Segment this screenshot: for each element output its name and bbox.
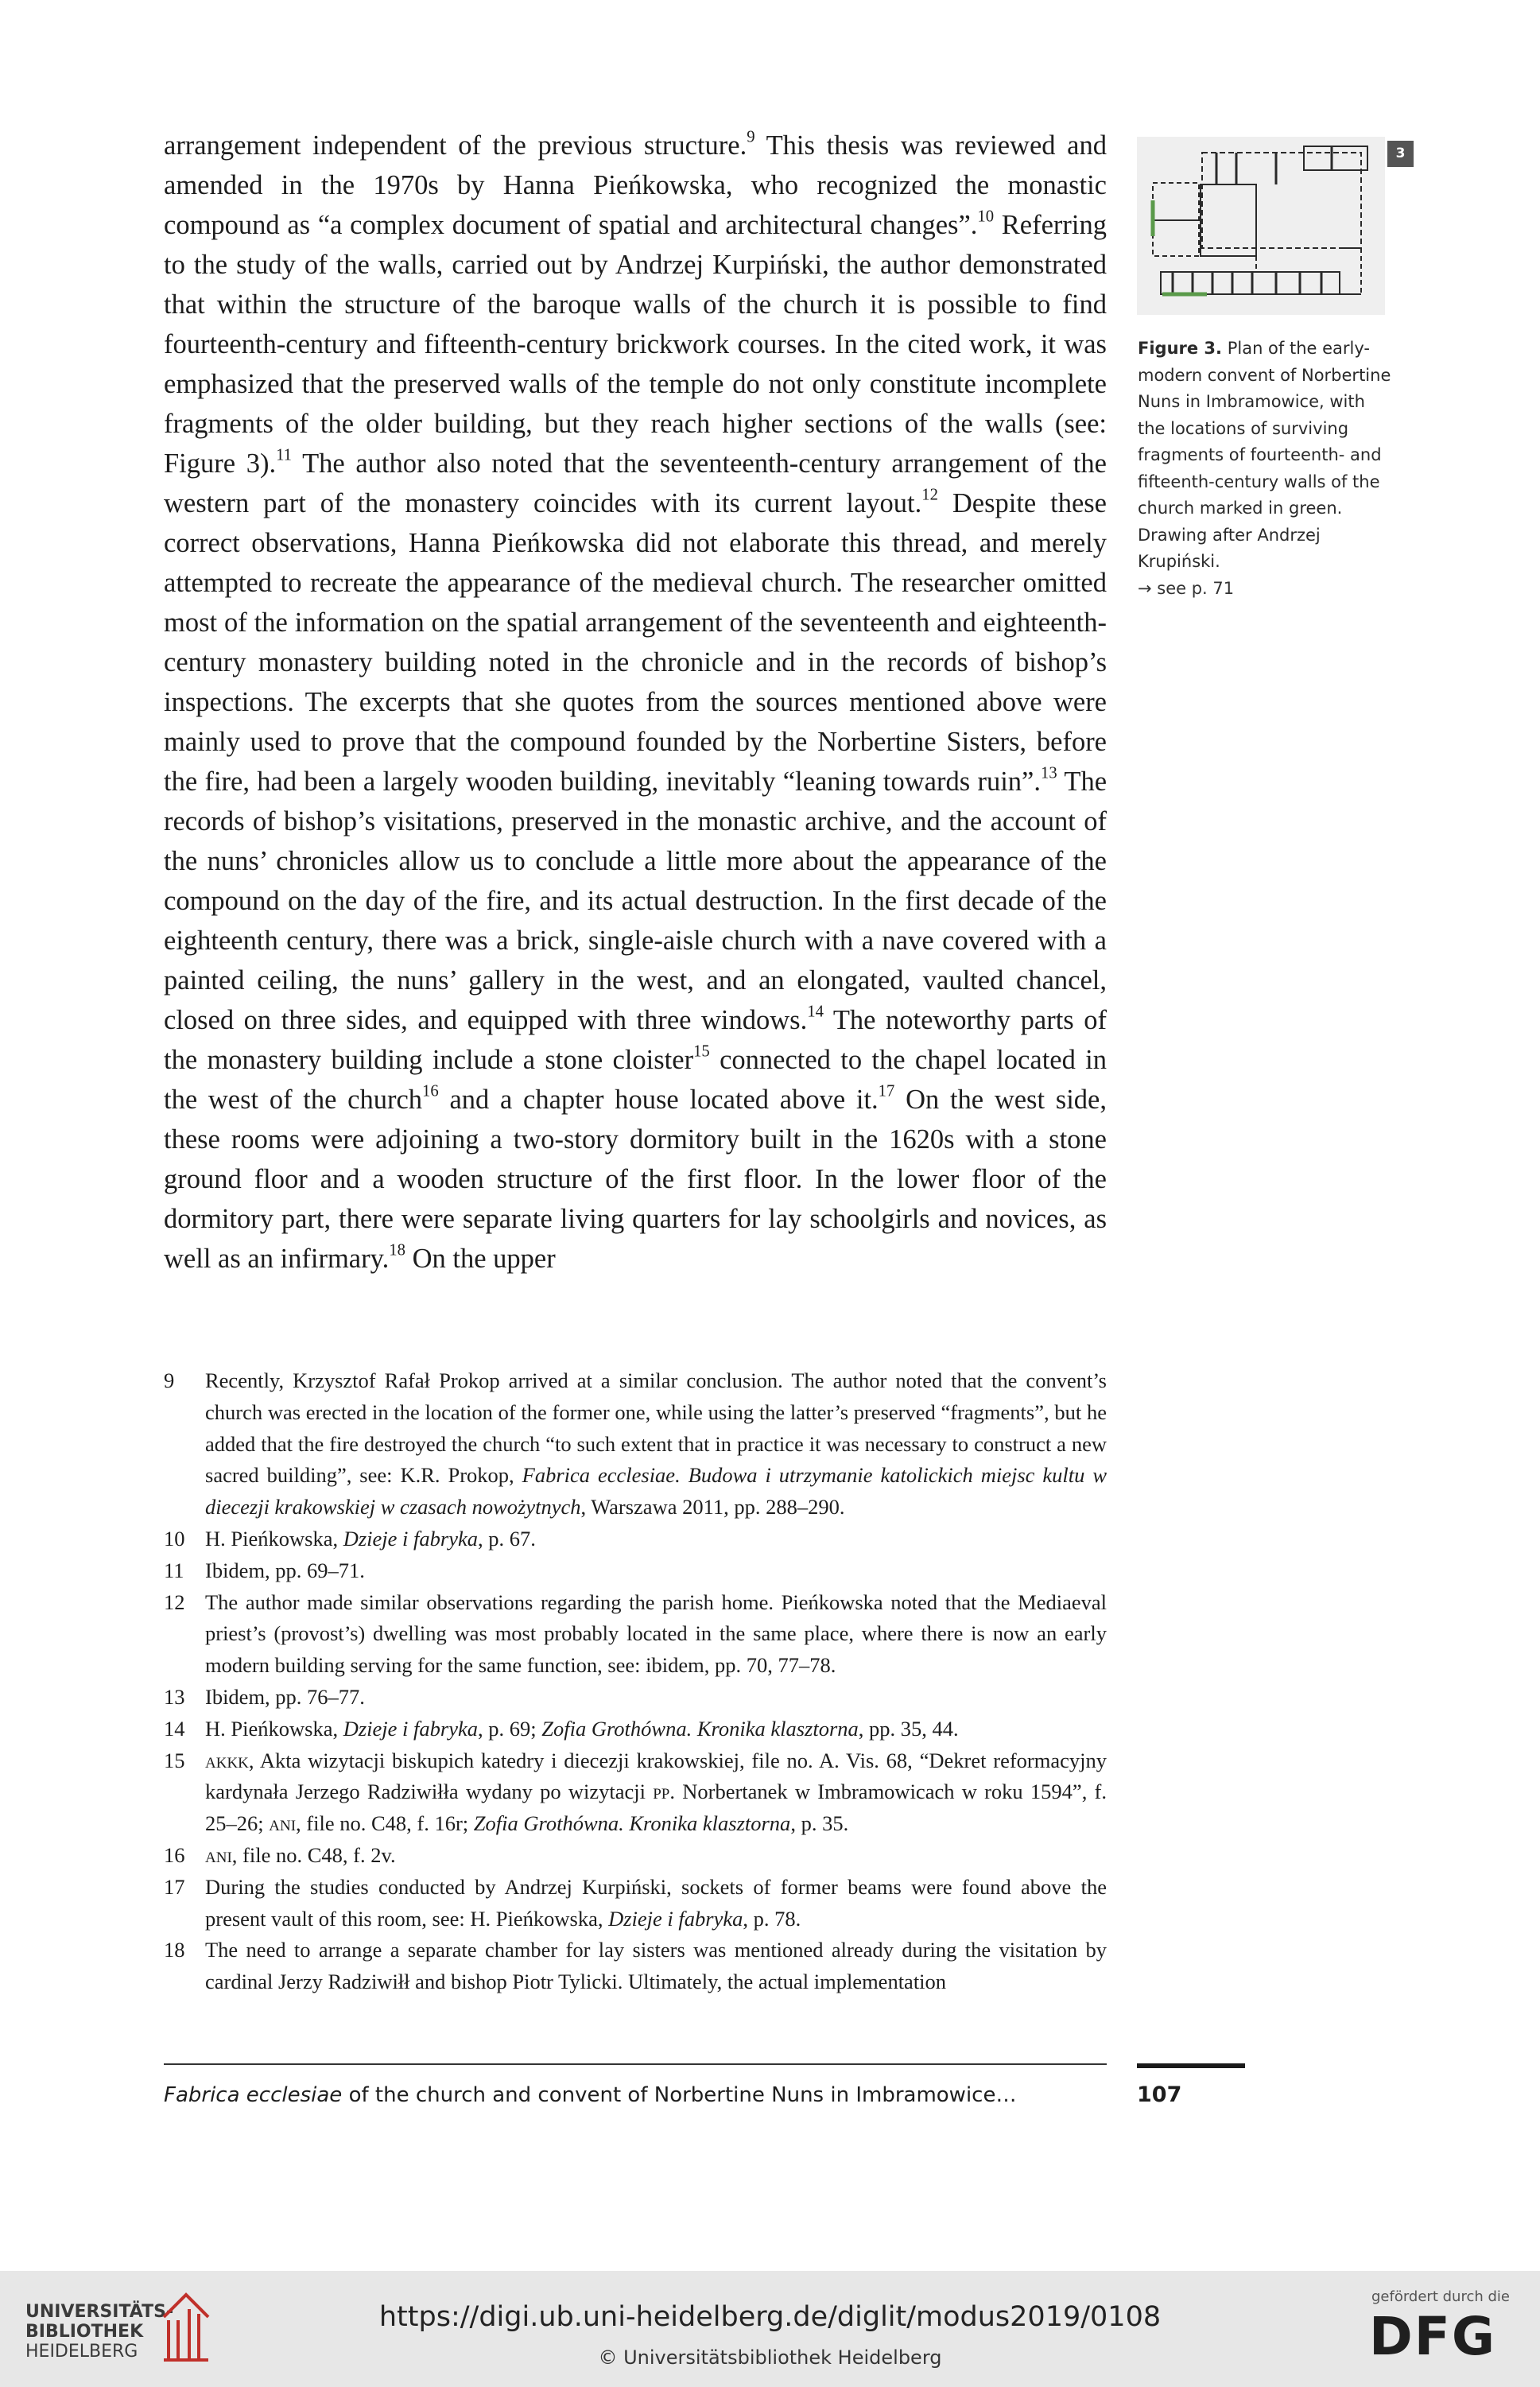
footnote-title: Fabrica ecclesiae. Budowa i utrzymanie katolickich miejsc kultu w diecezji krakowskiej w czasach nowożytnych bbox=[205, 1463, 1107, 1520]
footnote-number: 10 bbox=[164, 1526, 185, 1551]
footnote-18 bbox=[164, 1935, 1107, 1998]
logo-line: UNIVERSITÄTS- bbox=[25, 2302, 174, 2322]
body-sentence: The records of bishop’s visitations, preserved in the monastic archive, and the account of the nuns’ chronicles allow us to conclude a little more about the appearance of the compound on the day of the fire, and its actual destruction. In the first decade of the eighteenth century, there was a brick, single-aisle church with a nave covered with a painted ceiling, the nuns’ gallery in the west, and an elongated, vaulted chancel, closed on three sides, and equipped with three windows. bbox=[164, 767, 1107, 1035]
page-number: 107 bbox=[1137, 2082, 1182, 2107]
body-sentence: On the west side, these rooms were adjoining a two-story dormitory built in the 1620s with a stone ground floor and a wooden structure of the first floor. In the lower floor of the dormitory part, there were separate living quarters for lay schoolgirls and novices, as well as an infirmary. bbox=[164, 1085, 1107, 1274]
footnote-ref[interactable]: 11 bbox=[276, 446, 293, 464]
footnote-text: Ibidem, pp. 69–71. bbox=[205, 1558, 365, 1582]
body-sentence: Referring to the study of the walls, carried out by Andrzej Kurpiński, the author demonstrated that within the structure of the baroque walls of the church it is possible to find fourteenth-century and fifteenth-century brickwork courses. In the cited work, it was emphasized that the preserved walls of the temple do not only constitute incomplete fragments of the older building, but they reach higher sections of the walls (see: Figure 3). bbox=[164, 210, 1107, 479]
footnote-text: , Warszawa 2011, pp. 288–290. bbox=[580, 1495, 845, 1520]
archive-abbreviation: pp bbox=[653, 1780, 670, 1804]
footnote-ref[interactable]: 14 bbox=[807, 1003, 824, 1021]
body-sentence: connected to the chapel located in the west of the church bbox=[164, 1045, 1107, 1115]
footnote-title: Dzieje i fabryka bbox=[343, 1716, 478, 1741]
footnote-number: 13 bbox=[164, 1684, 185, 1709]
footnote-ref[interactable]: 10 bbox=[977, 208, 995, 226]
footnote-13 bbox=[164, 1682, 1107, 1714]
footnote-number: 12 bbox=[164, 1589, 185, 1614]
running-head-title: Fabrica ecclesiae bbox=[164, 2083, 343, 2107]
see-page-link[interactable]: → see p. 71 bbox=[1138, 578, 1235, 598]
footnote-11 bbox=[164, 1555, 1107, 1587]
footnote-number: 16 bbox=[164, 1842, 185, 1867]
footnote-ref[interactable]: 13 bbox=[1040, 764, 1057, 782]
footnote-14 bbox=[164, 1714, 1107, 1745]
footnote-12 bbox=[164, 1587, 1107, 1682]
footnote-ref[interactable]: 18 bbox=[389, 1241, 405, 1259]
figure-3-plan-image[interactable] bbox=[1137, 137, 1385, 315]
footnote-text: , p. 35. bbox=[790, 1811, 849, 1836]
running-head-text: of the church and convent of Norbertine Nuns in Imbramowice… bbox=[342, 2083, 1017, 2107]
source-url-link[interactable]: https://digi.ub.uni-heidelberg.de/diglit/modus2019/0108 bbox=[378, 2301, 1162, 2333]
body-paragraph bbox=[164, 126, 1107, 1279]
plan-drawing bbox=[1137, 137, 1385, 315]
footnote-text: The need to arrange a separate chamber for lay sisters was mentioned already during the visitation by cardinal Jerzy Radziwiłł and bishop Piotr Tylicki. Ultimately, the actual implementation bbox=[205, 1938, 1107, 1994]
footnote-9 bbox=[164, 1365, 1107, 1523]
footnote-ref[interactable]: 12 bbox=[921, 486, 938, 504]
archive-abbreviation: ani bbox=[205, 1842, 232, 1867]
body-sentence: Despite these correct observations, Hanna Pieńkowska did not elaborate this thread, and merely attempted to recreate the appearance of the medieval church. The researcher omitted most of the information on the spatial arrangement of the seventeenth and eighteenth-century monastery building noted in the chronicle and in the records of bishop’s inspections. The excerpts that she quotes from the sources mentioned above were mainly used to prove that the compound founded by the Norbertine Sisters, before the fire, had been a largely wooden building, inevitably “leaning towards ruin”. bbox=[164, 488, 1107, 797]
body-sentence: arrangement independent of the previous structure. bbox=[164, 130, 747, 161]
logo-line: BIBLIOTHEK bbox=[25, 2322, 144, 2342]
figure-caption-text: Plan of the early-modern convent of Norbertine Nuns in Imbramowice, with the locations of surviving fragments of fourteenth- and fifteenth-century walls of the church marked in green. Drawing after Andrzej Krupiński. bbox=[1138, 339, 1391, 571]
logo-line: HEIDELBERG bbox=[25, 2342, 138, 2362]
footnote-title: Zofia Grothówna. Kronika klasztorna bbox=[541, 1716, 859, 1741]
funding-label: gefördert durch die bbox=[1371, 2288, 1510, 2305]
footnote-ref[interactable]: 15 bbox=[693, 1042, 710, 1061]
figure-label: Figure 3. bbox=[1138, 339, 1223, 358]
footnote-16 bbox=[164, 1840, 1107, 1872]
footnote-text: , file no. C48, f. 16r; bbox=[296, 1811, 474, 1836]
footnote-text: , Akta wizytacji biskupich katedry i diecezji krakowskiej, file no. A. Vis. 68, “Dekret reformacyjny kardynała Jerzego Radziwiłła wydany po wizytacji bbox=[205, 1748, 1107, 1804]
figure-number-badge: 3 bbox=[1387, 141, 1414, 167]
body-sentence: The author also noted that the seventeenth-century arrangement of the western part of the monastery coincides with its current layout. bbox=[164, 448, 1107, 518]
footnote-text: Ibidem, pp. 76–77. bbox=[205, 1684, 365, 1709]
footnote-text: Recently, Krzysztof Rafał Prokop arrived at a similar conclusion. The author noted that the convent’s church was erected in the location of the former one, while using the latter’s preserved “fragments”, but he added that the fire destroyed the church “to such extent that in practice it was necessary to construct a new sacred building”, see: K.R. Prokop, bbox=[205, 1368, 1107, 1488]
footnote-number: 14 bbox=[164, 1716, 185, 1741]
footnote-text: , pp. 35, 44. bbox=[858, 1716, 959, 1741]
footnote-number: 9 bbox=[164, 1368, 175, 1392]
footnote-text: , p. 69; bbox=[477, 1716, 542, 1741]
footnote-number: 18 bbox=[164, 1938, 185, 1962]
footnote-title: Zofia Grothówna. Kronika klasztorna bbox=[473, 1811, 791, 1836]
copyright-notice: © Universitätsbibliothek Heidelberg bbox=[598, 2346, 942, 2369]
footer-divider bbox=[164, 2063, 1107, 2065]
footnote-text: , p. 78. bbox=[743, 1906, 801, 1931]
body-sentence: On the upper bbox=[405, 1244, 556, 1274]
footnote-text: During the studies conducted by Andrzej Kurpiński, sockets of former beams were found above the present vault of this room, see: H. Pieńkowska, bbox=[205, 1874, 1107, 1931]
dfg-logo[interactable]: DFG bbox=[1369, 2306, 1497, 2367]
footnote-text: . Norbertanek w Imbramowicach w roku 1594”, f. 25–26; bbox=[205, 1780, 1107, 1836]
figure-caption bbox=[1138, 336, 1392, 602]
running-head bbox=[164, 2081, 1016, 2109]
body-sentence: This thesis was reviewed and amended in the 1970s by Hanna Pieńkowska, who recognized the monastic compound as “a complex document of spatial and architectural changes”. bbox=[164, 130, 1107, 240]
footnote-title: Dzieje i fabryka bbox=[343, 1526, 478, 1551]
footnote-ref[interactable]: 16 bbox=[422, 1082, 439, 1100]
archive-abbreviation: ani bbox=[269, 1811, 297, 1836]
body-sentence: The noteworthy parts of the monastery building include a stone cloister bbox=[164, 1005, 1107, 1075]
footnote-17 bbox=[164, 1872, 1107, 1935]
footnote-number: 17 bbox=[164, 1874, 185, 1899]
page-number-divider bbox=[1137, 2063, 1245, 2068]
footnote-text: H. Pieńkowska, bbox=[205, 1716, 343, 1741]
footnote-text: The author made similar observations regarding the parish home. Pieńkowska noted that the Mediaeval priest’s (provost’s) dwelling was most probably located in the same place, where there is now an early modern building serving for the same function, see: ibidem, pp. 70, 77–78. bbox=[205, 1589, 1107, 1678]
footnote-15 bbox=[164, 1745, 1107, 1840]
footnote-title: Dzieje i fabryka bbox=[608, 1906, 743, 1931]
footnotes bbox=[164, 1365, 1107, 1998]
footnote-text: , file no. C48, f. 2v. bbox=[231, 1842, 396, 1867]
archive-abbreviation: akkk bbox=[205, 1748, 249, 1772]
footnote-number: 15 bbox=[164, 1748, 185, 1772]
footnote-ref[interactable]: 17 bbox=[878, 1082, 895, 1100]
footnote-10 bbox=[164, 1523, 1107, 1555]
footnote-number: 11 bbox=[164, 1558, 184, 1582]
footnote-text: H. Pieńkowska, bbox=[205, 1526, 343, 1551]
footnote-ref[interactable]: 9 bbox=[747, 128, 755, 146]
body-sentence: and a chapter house located above it. bbox=[438, 1085, 879, 1115]
footnote-text: , p. 67. bbox=[477, 1526, 536, 1551]
main-body-text bbox=[164, 126, 1107, 1279]
